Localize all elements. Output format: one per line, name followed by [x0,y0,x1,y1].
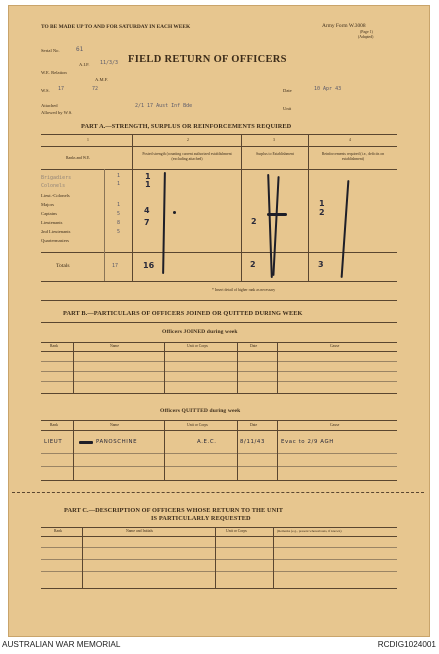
we-relation-label: W.E. Relation [41,70,67,75]
part-a-rule-body [41,169,397,170]
col-header-ranks: Ranks and W.E. [66,156,91,160]
attached-label: Attached [41,103,58,108]
quitted-table-row-rule [41,466,397,467]
footer-institution: AUSTRALIAN WAR MEMORIAL [2,640,121,649]
part-a-footnote: * Insert detail of higher rank as necessary [212,288,276,292]
document-page [8,5,430,637]
reinforcement-value: 1 [319,199,325,208]
quitted-name: PANOSCHINE [96,439,138,445]
joined-table-bottom [41,393,397,394]
posted-value: 1 [145,180,151,189]
amf-label: A.M.F. [95,77,109,82]
stamped-rank: Colonels [41,183,66,189]
part-c-col-divider [273,527,274,588]
footer-record-id: RCDIG1024001 [377,640,436,649]
part-c-table-bottom [41,588,397,589]
date-label: Date [283,88,292,93]
army-form-number: Army Form W.3008 [322,23,366,29]
we-value: 1 [117,202,121,208]
quitted-col-divider [73,420,74,480]
attached-value: 2/1 17 Aust Inf Bde [135,103,193,109]
part-c-table-header-rule [41,536,397,537]
quitted-table-top [41,420,397,421]
army-form-page: (Page 1) [360,30,373,34]
aif-value: 11/3/3 [100,60,119,66]
part-a-col-divider [241,134,242,281]
part-a-rule-header [41,146,397,147]
part-c-heading-line2: IS PARTICULARLY REQUESTED [151,515,251,522]
quitted-col-divider [237,420,238,480]
quitted-col-cause: Cause [330,423,340,427]
col-number: 2 [187,138,189,142]
totals-label: Totals [56,263,70,269]
army-form-adapted: (Adapted) [358,35,374,39]
quitted-cause: Evac to 2/9 AGH [281,439,334,445]
ws-label: W.S. [41,88,50,93]
joined-col-rank: Rank [50,344,59,348]
we-value: 8 [117,220,121,226]
joined-table-row-rule [41,371,397,372]
date-value: 10 Apr 43 [314,86,342,92]
part-a-we-divider [104,169,105,281]
we-value: 5 [117,229,121,235]
ink-mark [173,211,176,214]
part-b-heading: PART B.—PARTICULARS OF OFFICERS JOINED OR QUITTED DURING WEEK [63,310,303,317]
part-c-row-rule [41,559,397,560]
ink-strikeout [79,441,93,444]
part-c-col-rank: Rank [54,529,63,533]
quitted-col-rank: Rank [50,423,59,427]
joined-col-divider [277,342,278,393]
joined-col-name: Name [110,344,120,348]
quitted-unit: A.E.C. [197,439,217,445]
surplus-total: 2 [250,260,256,269]
quitted-col-divider [164,420,165,480]
part-c-row-rule [41,547,397,548]
rank-label: Lieutenants [41,220,63,225]
quitted-col-name: Name [110,423,120,427]
part-c-col-divider [215,527,216,588]
quitted-table-row-rule [41,453,397,454]
joined-heading: Officers JOINED during week [162,329,238,335]
col-number: 3 [273,138,275,142]
part-c-row-rule [41,571,397,572]
joined-table-row-rule [41,361,397,362]
joined-col-divider [164,342,165,393]
we-value: 5 [117,211,121,217]
reinforcement-total: 3 [318,260,324,269]
ws-value-1: 17 [58,86,65,92]
surplus-value: 2 [251,217,257,226]
rank-label: Lieut.-Colonels [41,193,70,198]
part-a-rule-top [41,134,397,135]
we-value: 1 [117,181,121,187]
unit-label: Unit [283,106,292,111]
col-number: 4 [349,138,351,142]
rank-label: Quartermasters [41,238,70,243]
aif-label: A.I.F. [79,62,90,67]
part-c-dashed-rule [12,492,424,493]
col-header-reinforcements: Reinforcements required (i.e., deficits on establishment) [321,152,385,161]
quitted-heading: Officers QUITTED during week [160,408,241,414]
rank-label: Captains [41,211,58,216]
joined-table-top [41,342,397,343]
posted-value: 1 [145,172,151,181]
joined-col-cause: Cause [330,344,340,348]
part-c-table-top [41,527,397,528]
part-a-col-divider [132,134,133,281]
part-b-rule-top [41,300,397,301]
quitted-col-divider [277,420,278,480]
rank-label: 2nd Lieutenants [41,229,71,234]
quitted-col-date: Date [250,423,258,427]
part-b-rule [41,322,397,323]
stamped-rank: Brigadiers [41,175,72,181]
joined-col-divider [73,342,74,393]
page-title: FIELD RETURN OF OFFICERS [128,54,287,65]
part-c-col-unit: Unit or Corps [226,529,247,533]
part-a-col-divider [308,134,309,281]
quitted-rank: LIEUT [44,439,63,445]
we-total: 17 [112,263,119,269]
posted-value: 7 [144,218,150,227]
col-number: 1 [87,138,89,142]
serial-value: 61 [76,46,84,53]
allowed-label: Allowed by W.S. [41,110,73,115]
joined-table-row-rule [41,381,397,382]
serial-label: Serial No. [41,48,60,53]
ink-mark [267,213,287,216]
part-c-col-remarks: (Remarks (e.g., present whereabouts, if known) [277,529,342,533]
joined-col-date: Date [250,344,258,348]
col-header-surplus: Surplus to Establishment [256,152,294,156]
joined-col-divider [237,342,238,393]
posted-value: 4 [144,206,150,215]
rank-label: Majors [41,202,55,207]
joined-col-unit: Unit or Corps [187,344,208,348]
part-c-heading-line1: PART C.—DESCRIPTION OF OFFICERS WHOSE RETURN TO THE UNIT [64,507,284,514]
joined-table-header-rule [41,351,397,352]
quitted-table-bottom [41,480,397,481]
part-a-rule-bottom [41,281,397,282]
quitted-col-unit: Unit or Corps [187,423,208,427]
part-c-col-name: Name and Initials [126,529,153,533]
top-notice: TO BE MADE UP TO AND FOR SATURDAY IN EACH WEEK [41,24,191,30]
quitted-date: 8/11/43 [240,439,265,445]
quitted-table-header-rule [41,430,397,431]
ws-value-2: 72 [92,86,99,92]
posted-total: 16 [143,261,155,270]
part-a-heading: PART A.—STRENGTH, SURPLUS OR REINFORCEMENTS REQUIRED [81,123,292,130]
we-value: 1 [117,173,121,179]
col-header-posted: Posted strength (counting current authorized establishment (excluding attached) [142,152,232,161]
part-c-col-divider [82,527,83,588]
reinforcement-value: 2 [319,208,325,217]
